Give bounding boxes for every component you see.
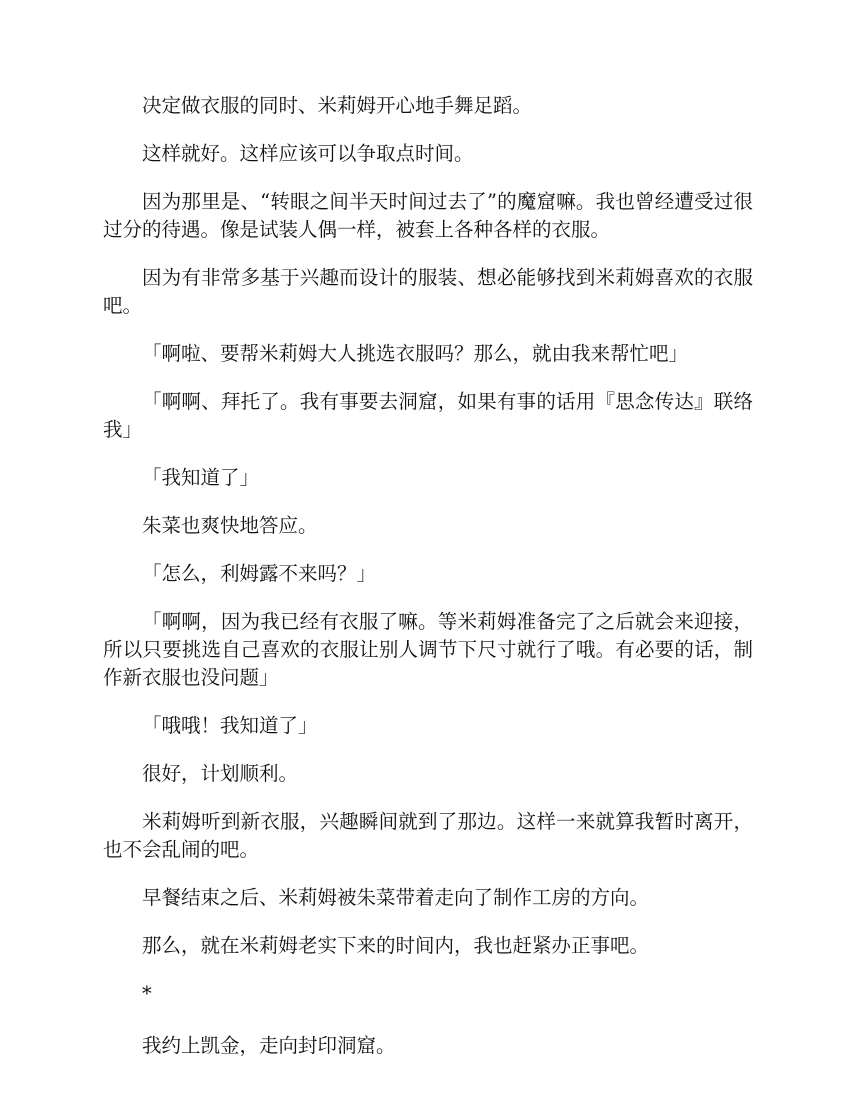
paragraph: 我约上凯金，走向封印洞窟。 xyxy=(142,1034,396,1057)
dialogue-line: 「我知道了」 xyxy=(142,466,260,489)
paragraph: 很好，计划顺利。 xyxy=(142,762,299,785)
dialogue-line: 「啊啊、拜托了。我有事要去洞窟，如果有事的话用『思念传达』联络我」 xyxy=(103,390,753,441)
paragraph: 米莉姆听到新衣服，兴趣瞬间就到了那边。这样一来就算我暂时离开，也不会乱闹的吧。 xyxy=(103,810,753,861)
paragraph: 朱菜也爽快地答应。 xyxy=(142,514,318,537)
paragraph: 决定做衣服的同时、米莉姆开心地手舞足蹈。 xyxy=(142,94,533,117)
scene-separator: * xyxy=(142,982,152,1005)
paragraph: 那么，就在米莉姆老实下来的时间内，我也赶紧办正事吧。 xyxy=(142,934,650,957)
dialogue-line: 「啊啊，因为我已经有衣服了嘛。等米莉姆准备完了之后就会来迎接，所以只要挑选自己喜欢的衣服让别人调节下尺寸就行了哦。有必要的话，制作新衣服也没问题」 xyxy=(103,610,753,689)
document-page xyxy=(103,92,753,1080)
paragraph: 这样就好。这样应该可以争取点时间。 xyxy=(142,142,474,165)
dialogue-line: 「怎么，利姆露不来吗？」 xyxy=(142,562,377,585)
dialogue-line: 「哦哦！我知道了」 xyxy=(142,714,318,737)
paragraph: 因为那里是、“转眼之间半天时间过去了”的魔窟嘛。我也曾经遭受过很过分的待遇。像是试装人偶一样，被套上各种各样的衣服。 xyxy=(103,190,753,241)
paragraph: 因为有非常多基于兴趣而设计的服装、想必能够找到米莉姆喜欢的衣服吧。 xyxy=(103,266,753,317)
dialogue-line: 「啊啦、要帮米莉姆大人挑选衣服吗？那么，就由我来帮忙吧」 xyxy=(142,342,689,365)
paragraph: 早餐结束之后、米莉姆被朱菜带着走向了制作工房的方向。 xyxy=(142,886,650,909)
